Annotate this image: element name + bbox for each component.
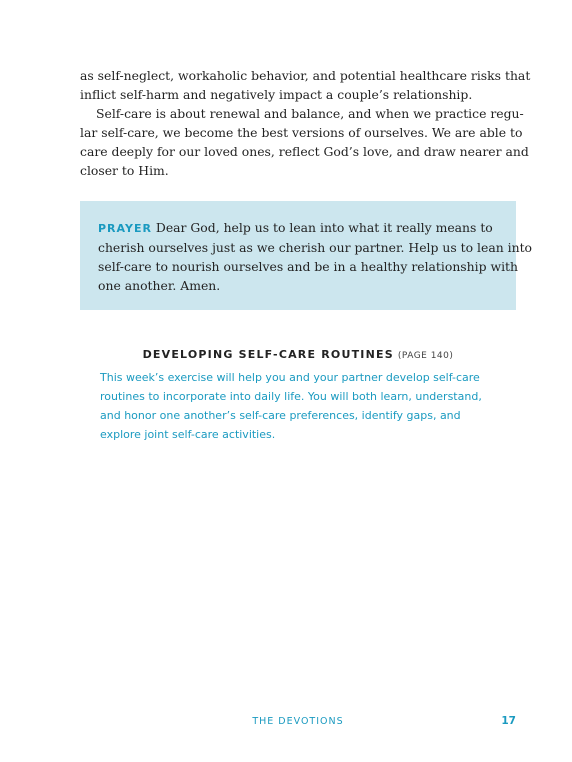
exercise-description xyxy=(100,368,500,444)
text-line xyxy=(98,218,498,238)
exercise-line: routines to incorporate into daily life. You will both learn, understand, xyxy=(100,390,482,403)
prayer-line: Dear God, help us to lean into what it really means to xyxy=(151,220,493,235)
exercise-page-ref: (PAGE 140) xyxy=(397,351,454,361)
prayer-callout xyxy=(80,201,533,310)
text-line: care deeply for our loved ones, reflect God’s love, and draw nearer and xyxy=(80,144,529,159)
prayer-line: self-care to nourish ourselves and be in a healthy relationship with xyxy=(98,259,519,274)
prayer-text xyxy=(98,218,533,295)
page-number: 17 xyxy=(501,715,516,727)
running-footer: THE DEVOTIONS xyxy=(252,716,344,727)
prayer-line: one another. Amen. xyxy=(98,278,221,293)
exercise-line: and honor one another’s self-care preferences, identify gaps, and xyxy=(100,409,461,422)
text-line: closer to Him. xyxy=(80,163,169,178)
text-line: as self-neglect, workaholic behavior, and potential healthcare risks that xyxy=(80,68,531,83)
text-line: inflict self-harm and negatively impact a couple’s relationship. xyxy=(80,87,473,102)
prayer-label: PRAYER xyxy=(98,222,152,235)
prayer-line: cherish ourselves just as we cherish our partner. Help us to lean into xyxy=(98,240,533,255)
paragraph-continuation xyxy=(80,66,531,104)
text-line: lar self-care, we become the best versions of ourselves. We are able to xyxy=(80,125,523,140)
text-line: Self-care is about renewal and balance, and when we practice regu- xyxy=(96,106,524,121)
exercise-title: DEVELOPING SELF-CARE ROUTINES xyxy=(142,348,394,361)
paragraph-self-care xyxy=(80,104,529,180)
exercise-heading xyxy=(80,345,516,363)
exercise-line: This week’s exercise will help you and your partner develop self-care xyxy=(100,371,480,384)
body-text xyxy=(80,66,531,180)
exercise-line: explore joint self-care activities. xyxy=(100,428,276,441)
